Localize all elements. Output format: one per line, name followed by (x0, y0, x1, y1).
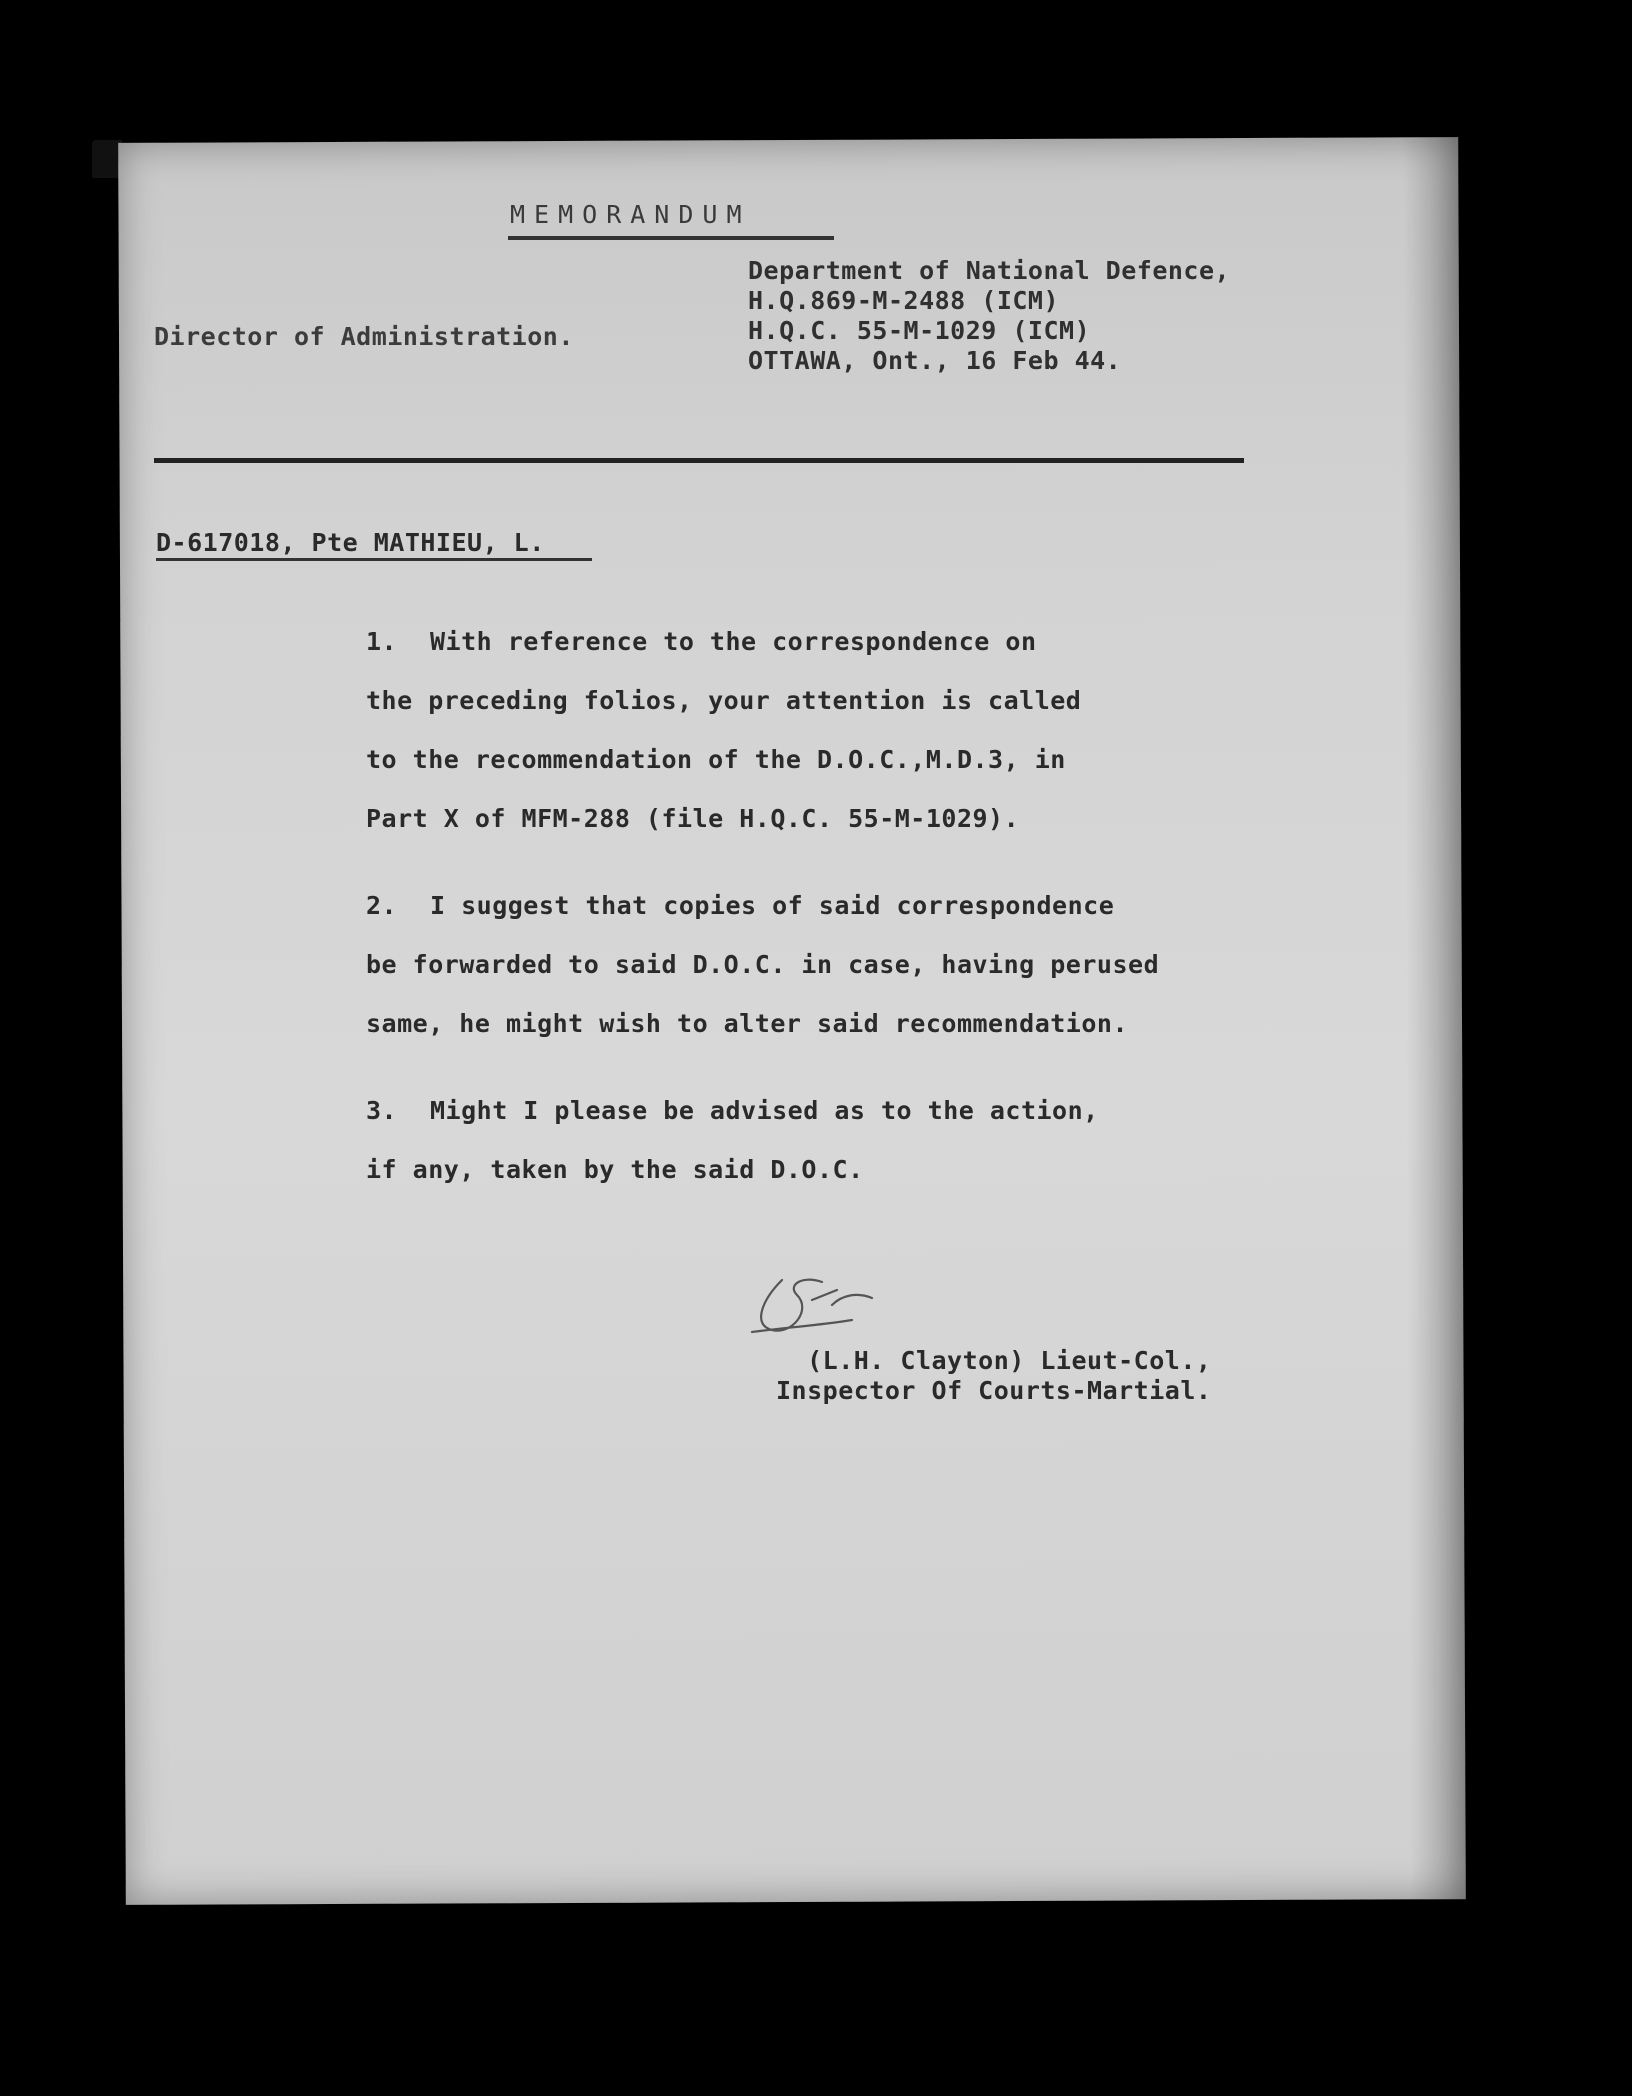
signature-block (776, 1346, 1211, 1406)
paragraph-line: be forwarded to said D.O.C. in case, having perused (366, 950, 1160, 979)
paragraph-number: 3. (366, 1096, 398, 1125)
header-place-date: OTTAWA, Ont., 16 Feb 44. (748, 346, 1122, 375)
paragraph-line: Might I please be advised as to the action, (430, 1096, 1099, 1125)
paragraph-1 (366, 612, 1159, 848)
memo-body (366, 612, 1159, 1199)
header-file-number-1: H.Q.869-M-2488 (ICM) (748, 286, 1060, 315)
paragraph-line: I suggest that copies of said correspondence (430, 891, 1115, 920)
horizontal-rule (154, 458, 1244, 463)
paragraph-3 (366, 1081, 1159, 1199)
paragraph-line: With reference to the correspondence on (430, 627, 1037, 656)
paragraph-line: Part X of MFM-288 (file H.Q.C. 55-M-1029). (366, 804, 1020, 833)
memo-title-underline (508, 236, 834, 240)
paper-shadow-edge (1402, 137, 1470, 1899)
memo-header-block (748, 256, 1230, 376)
header-department: Department of National Defence, (748, 256, 1231, 285)
paragraph-number: 2. (366, 891, 398, 920)
paragraph-line: if any, taken by the said D.O.C. (366, 1155, 864, 1184)
memo-addressee: Director of Administration. (154, 322, 574, 351)
handwritten-signature (742, 1270, 892, 1340)
paragraph-line: the preceding folios, your attention is called (366, 686, 1082, 715)
header-file-number-2: H.Q.C. 55-M-1029 (ICM) (748, 316, 1091, 345)
signatory-title: Inspector Of Courts-Martial. (776, 1376, 1212, 1405)
memo-subject: D-617018, Pte MATHIEU, L. (156, 528, 545, 557)
paragraph-line: same, he might wish to alter said recommendation. (366, 1009, 1129, 1038)
paragraph-line: to the recommendation of the D.O.C.,M.D.3, in (366, 745, 1066, 774)
paragraph-2 (366, 876, 1159, 1053)
paragraph-number: 1. (366, 627, 398, 656)
memo-title: MEMORANDUM (510, 200, 751, 229)
signatory-name: (L.H. Clayton) Lieut-Col., (807, 1346, 1212, 1375)
memo-subject-underline (156, 558, 592, 561)
